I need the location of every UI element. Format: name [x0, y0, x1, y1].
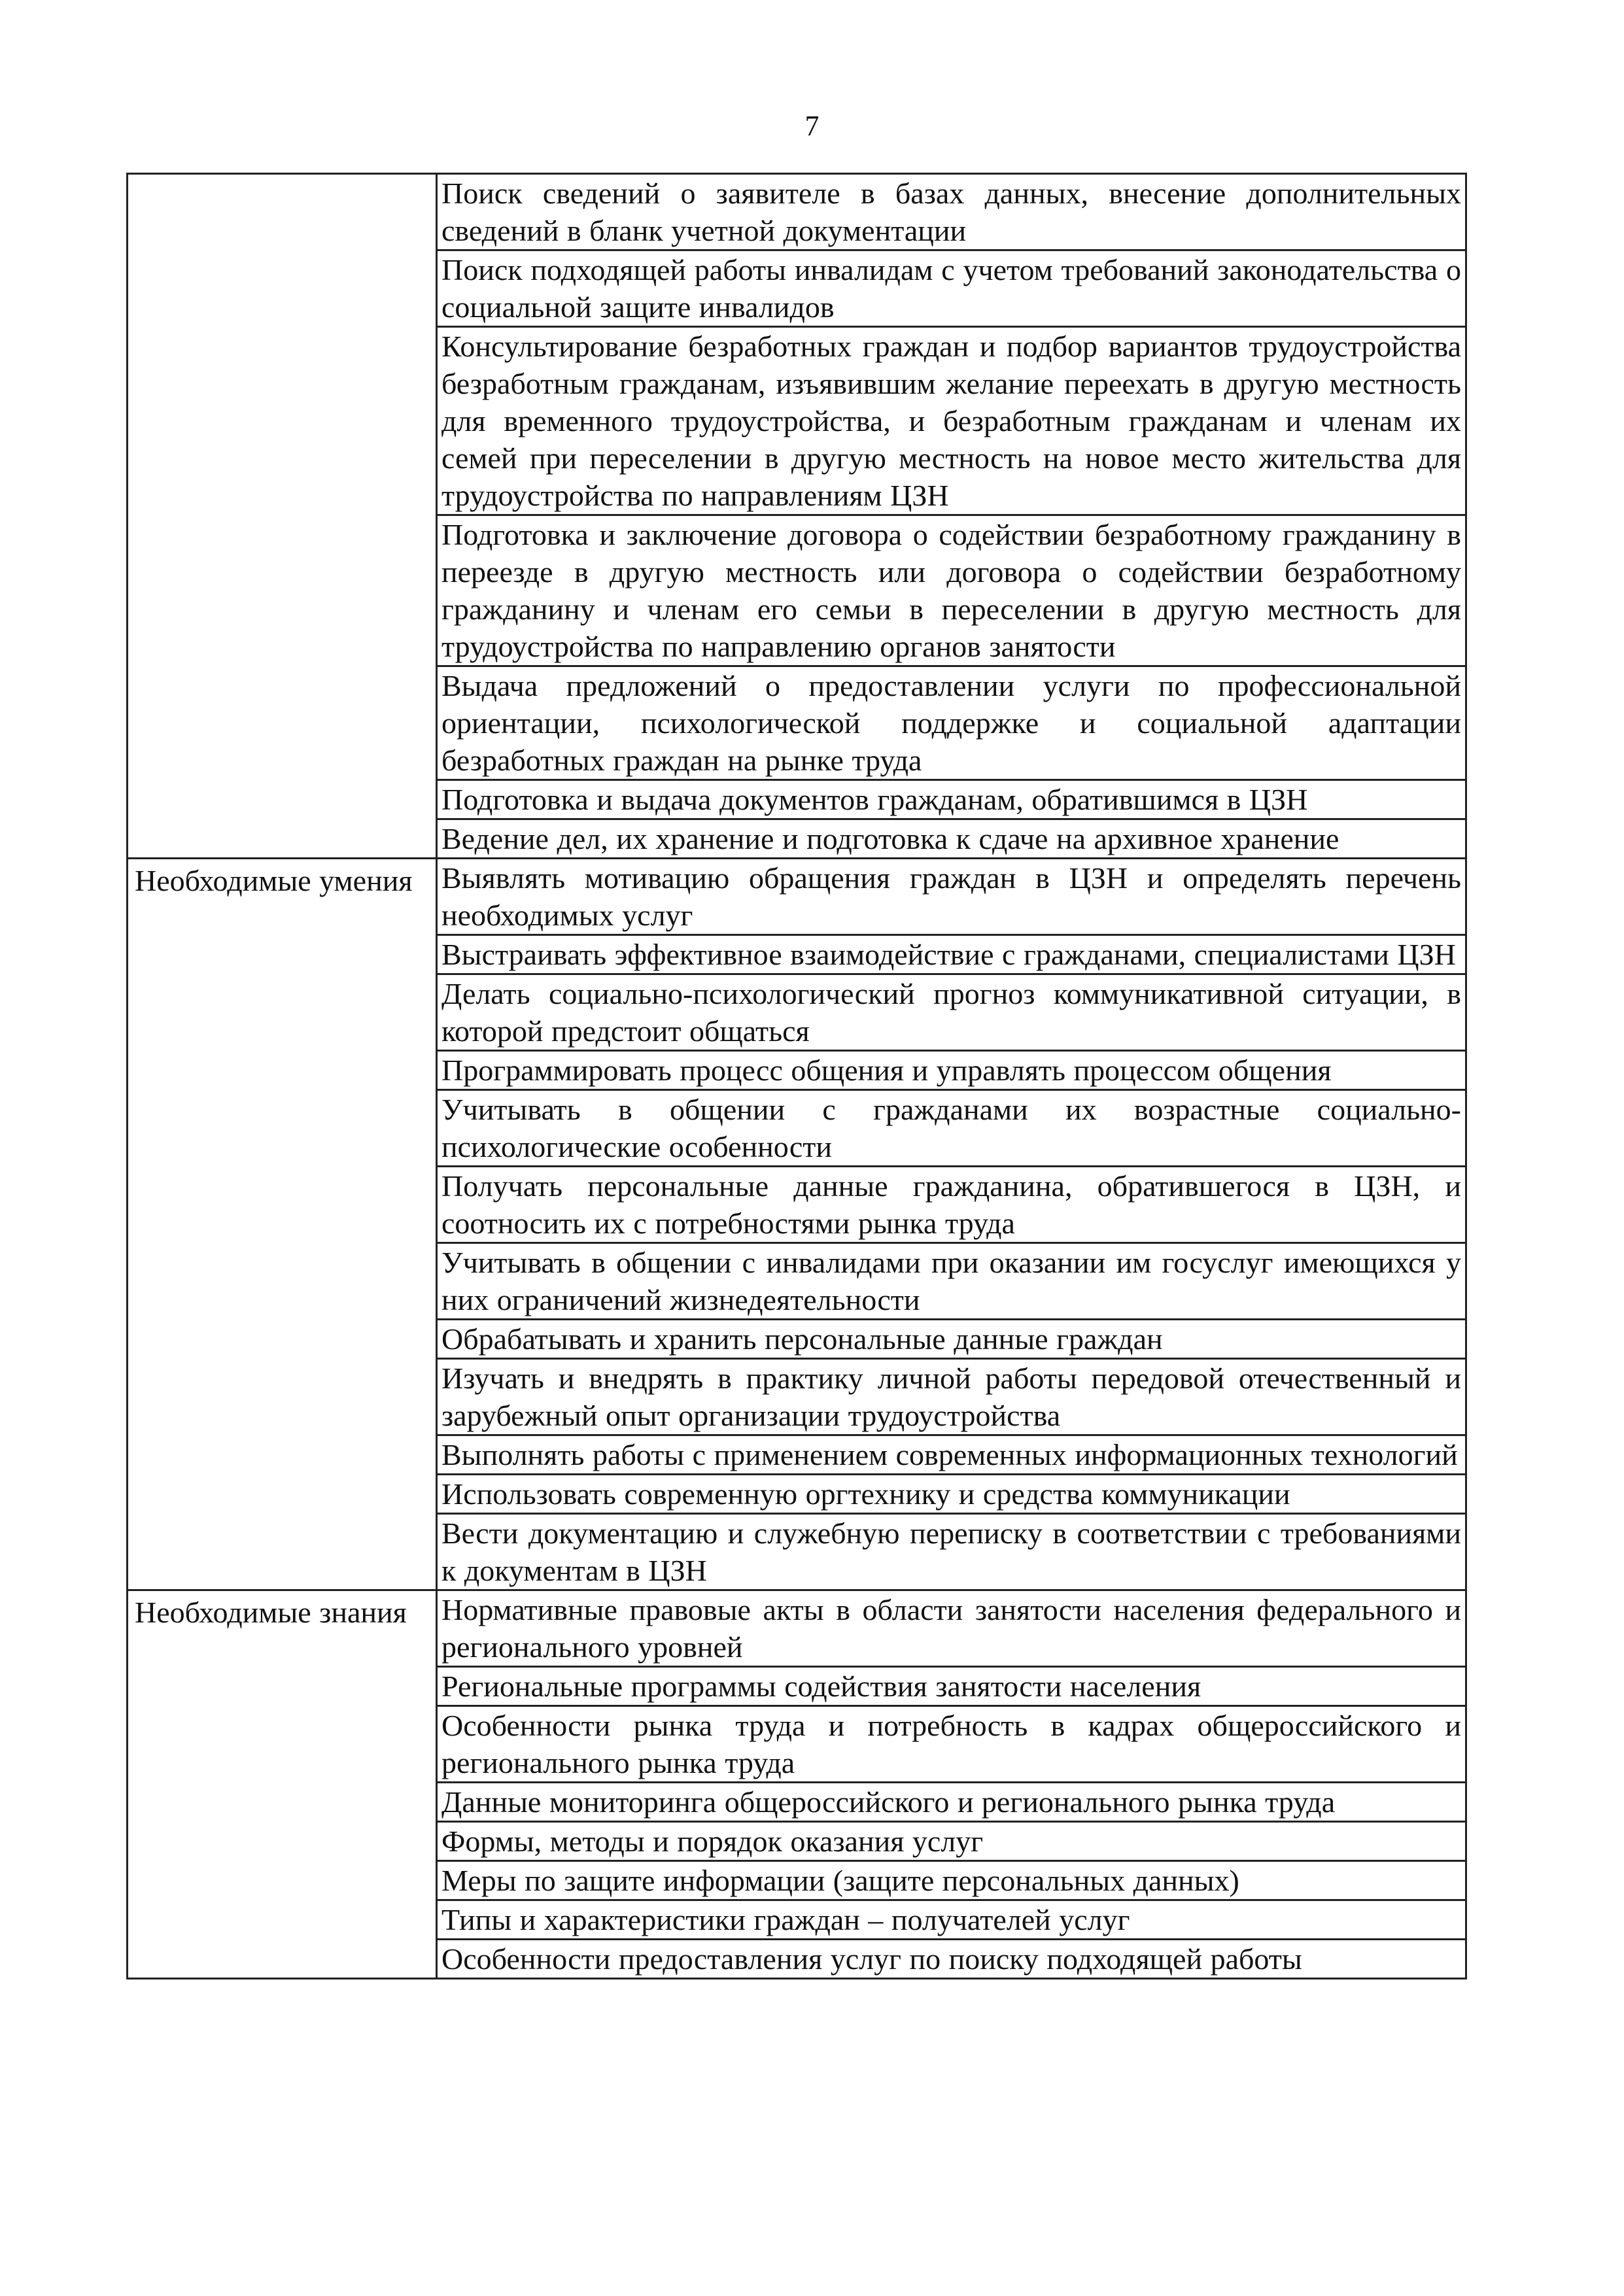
table-cell — [437, 1359, 1466, 1435]
list-item: Данные мониторинга общероссийского и регионального рынка труда — [441, 1785, 1336, 1819]
table-cell — [437, 780, 1466, 819]
list-item: Использовать современную оргтехнику и средства коммуникации — [441, 1477, 1290, 1511]
list-item: Выявлять мотивацию обращения граждан в ЦЗН и определять перечень необходимых услуг — [441, 861, 1461, 932]
section-label-cell — [128, 859, 437, 1590]
list-item: Подготовка и выдача документов гражданам, обратившимся в ЦЗН — [441, 783, 1308, 816]
list-item: Программировать процесс общения и управлять процессом общения — [441, 1054, 1332, 1087]
table-row — [128, 1590, 1466, 1667]
list-item: Учитывать в общении с инвалидами при оказании им госуслуг имеющихся у них ограничений жизнедеятельности — [441, 1246, 1461, 1316]
list-item: Поиск подходящей работы инвалидам с учетом требований законодательства о социальной защите инвалидов — [441, 253, 1461, 324]
table-cell — [437, 1243, 1466, 1320]
section-label-knowledge: Необходимые знания — [135, 1596, 407, 1629]
table-cell — [437, 1320, 1466, 1359]
list-item: Типы и характеристики граждан – получателей услуг — [441, 1903, 1130, 1936]
list-item: Выдача предложений о предоставлении услуги по профессиональной ориентации, психологической поддержке и социальной адаптации безработных граждан на рынке труда — [441, 669, 1461, 777]
table-cell — [437, 174, 1466, 250]
list-item: Особенности предоставления услуг по поиску подходящей работы — [441, 1942, 1302, 1976]
table-cell — [437, 1667, 1466, 1706]
list-item: Учитывать в общении с гражданами их возрастные социально-психологические особенности — [441, 1093, 1461, 1163]
requirements-table — [126, 173, 1467, 1979]
table-cell — [437, 859, 1466, 935]
list-item: Меры по защите информации (защите персональных данных) — [441, 1864, 1239, 1897]
table-cell — [437, 974, 1466, 1051]
table-cell — [437, 1051, 1466, 1090]
table-cell — [437, 515, 1466, 666]
table-cell — [437, 1435, 1466, 1475]
list-item: Выполнять работы с применением современных информационных технологий — [441, 1438, 1458, 1471]
table-cell — [437, 1940, 1466, 1979]
section-label-cell — [128, 1590, 437, 1979]
list-item: Поиск сведений о заявителе в базах данных, внесение дополнительных сведений в бланк учетной документации — [441, 177, 1461, 247]
list-item: Региональные программы содействия занятости населения — [441, 1670, 1201, 1703]
table-cell — [437, 1822, 1466, 1861]
section-label-cell — [128, 174, 437, 859]
table-cell — [437, 1706, 1466, 1783]
table-row — [128, 174, 1466, 250]
table-cell — [437, 1514, 1466, 1590]
table-row — [128, 859, 1466, 935]
table-cell — [437, 1861, 1466, 1900]
table-cell — [437, 819, 1466, 859]
list-item: Получать персональные данные гражданина, обратившегося в ЦЗН, и соотносить их с потребностями рынка труда — [441, 1169, 1461, 1240]
table-cell — [437, 250, 1466, 327]
list-item: Особенности рынка труда и потребность в кадрах общероссийского и регионального рынка труда — [441, 1709, 1461, 1779]
list-item: Делать социально-психологический прогноз коммуникативной ситуации, в которой предстоит общаться — [441, 977, 1461, 1048]
table-cell — [437, 1590, 1466, 1667]
list-item: Выстраивать эффективное взаимодействие с гражданами, специалистами ЦЗН — [441, 938, 1456, 971]
list-item: Нормативные правовые акты в области занятости населения федерального и регионального уровней — [441, 1593, 1461, 1664]
list-item: Формы, методы и порядок оказания услуг — [441, 1825, 984, 1858]
table-cell — [437, 1167, 1466, 1243]
table-cell — [437, 1475, 1466, 1514]
table-cell — [437, 1900, 1466, 1940]
list-item: Подготовка и заключение договора о содействии безработному гражданину в переезде в другую местность или договора о содействии безработному гражданину и членам его семьи в переселении в другую местность для трудоустройства по направлению органов занятости — [441, 518, 1461, 663]
list-item: Вести документацию и служебную переписку в соответствии с требованиями к документам в ЦЗН — [441, 1516, 1461, 1587]
table-cell — [437, 1090, 1466, 1167]
list-item: Консультирование безработных граждан и подбор вариантов трудоустройства безработным гражданам, изъявившим желание переехать в другую местность для временного трудоустройства, и безработным гражданам и членам их семей при переселении в другую местность на новое место жительства для трудоустройства по направлениям ЦЗН — [441, 330, 1461, 512]
table-cell — [437, 935, 1466, 974]
list-item: Обрабатывать и хранить персональные данные граждан — [441, 1322, 1163, 1356]
section-label-skills: Необходимые умения — [135, 864, 413, 897]
list-item: Изучать и внедрять в практику личной работы передовой отечественный и зарубежный опыт организации трудоустройства — [441, 1362, 1461, 1432]
page-number: 7 — [804, 110, 820, 142]
table-cell — [437, 666, 1466, 780]
table-cell — [437, 1783, 1466, 1822]
table-cell — [437, 327, 1466, 515]
list-item: Ведение дел, их хранение и подготовка к сдаче на архивное хранение — [441, 822, 1339, 855]
